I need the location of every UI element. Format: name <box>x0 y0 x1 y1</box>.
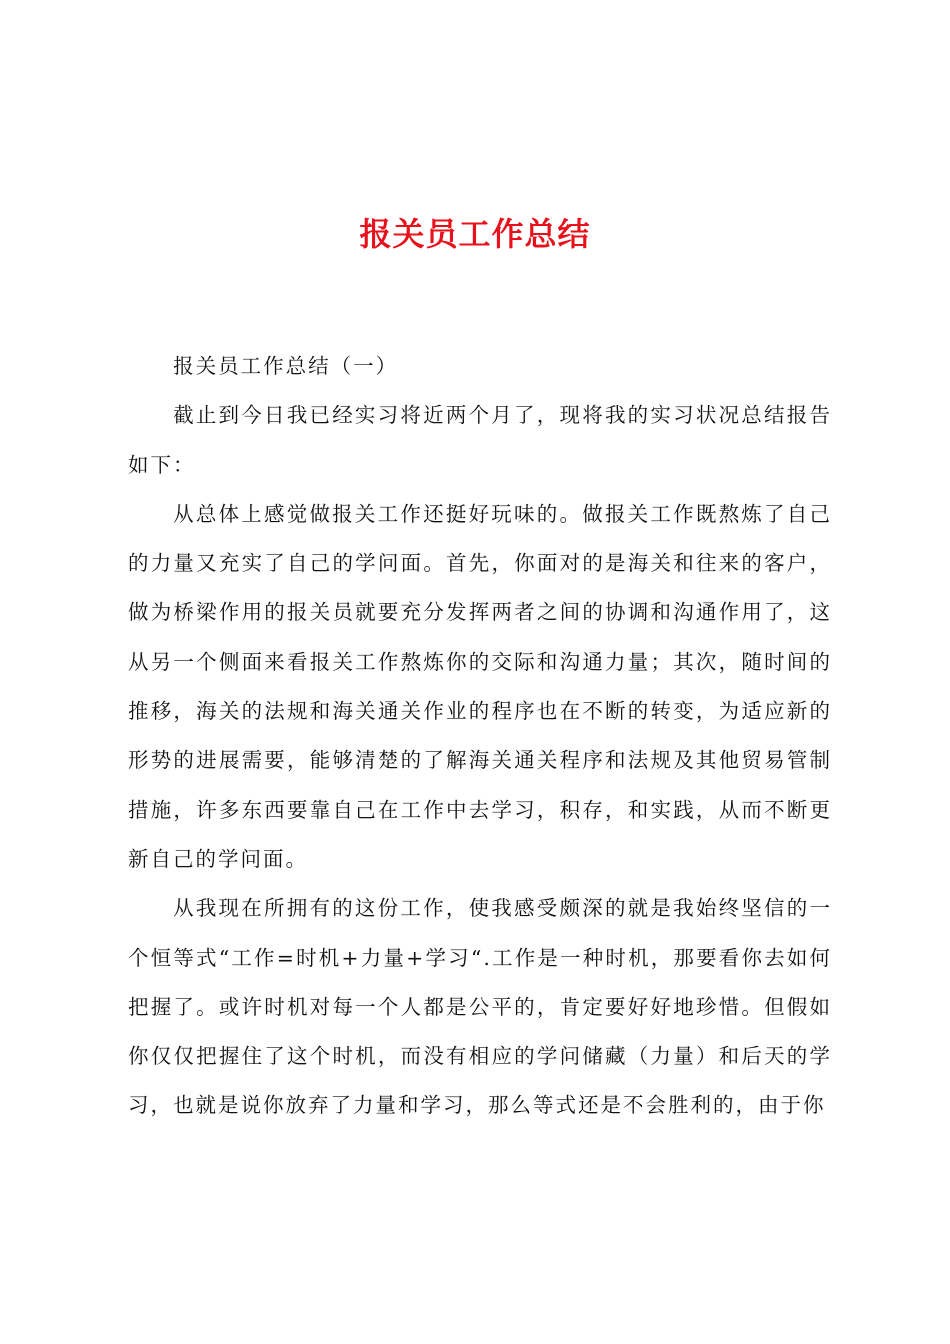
paragraph-intro: 截止到今日我已经实习将近两个月了，现将我的实习状况总结报告如下： <box>128 403 832 477</box>
section-heading: 报关员工作总结（一） <box>173 354 399 378</box>
paragraph-overall-feeling: 从总体上感觉做报关工作还挺好玩味的。做报关工作既熬炼了自己的力量又充实了自己的学问面。首先，你面对的是海关和往来的客户，做为桥梁作用的报关员就要充分发挥两者之间的协调和沟通作用了，这从另一个侧面来看报关工作熬炼你的交际和沟通力量；其次，随时间的推移，海关的法规和海关通关作业的程序也在不断的转变，为适应新的形势的进展需要，能够清楚的了解海关通关程序和法规及其他贸易管制措施，许多东西要靠自己在工作中去学习，积存，和实践，从而不断更新自己的学问面。 <box>128 501 832 871</box>
document-body <box>128 342 832 1131</box>
paragraph-work-equation: 从我现在所拥有的这份工作，使我感受颇深的就是我始终坚信的一个恒等式“工作=时机+力量+学习“.工作是一种时机，那要看你去如何把握了。或许时机对每一个人都是公平的，肯定要好好地珍惜。但假如你仅仅把握住了这个时机，而没有相应的学问储藏（力量）和后天的学习，也就是说你放弃了力量和学习，那么等式还是不会胜利的，由于你 <box>128 896 832 1118</box>
document-title: 报关员工作总结 <box>359 215 591 253</box>
